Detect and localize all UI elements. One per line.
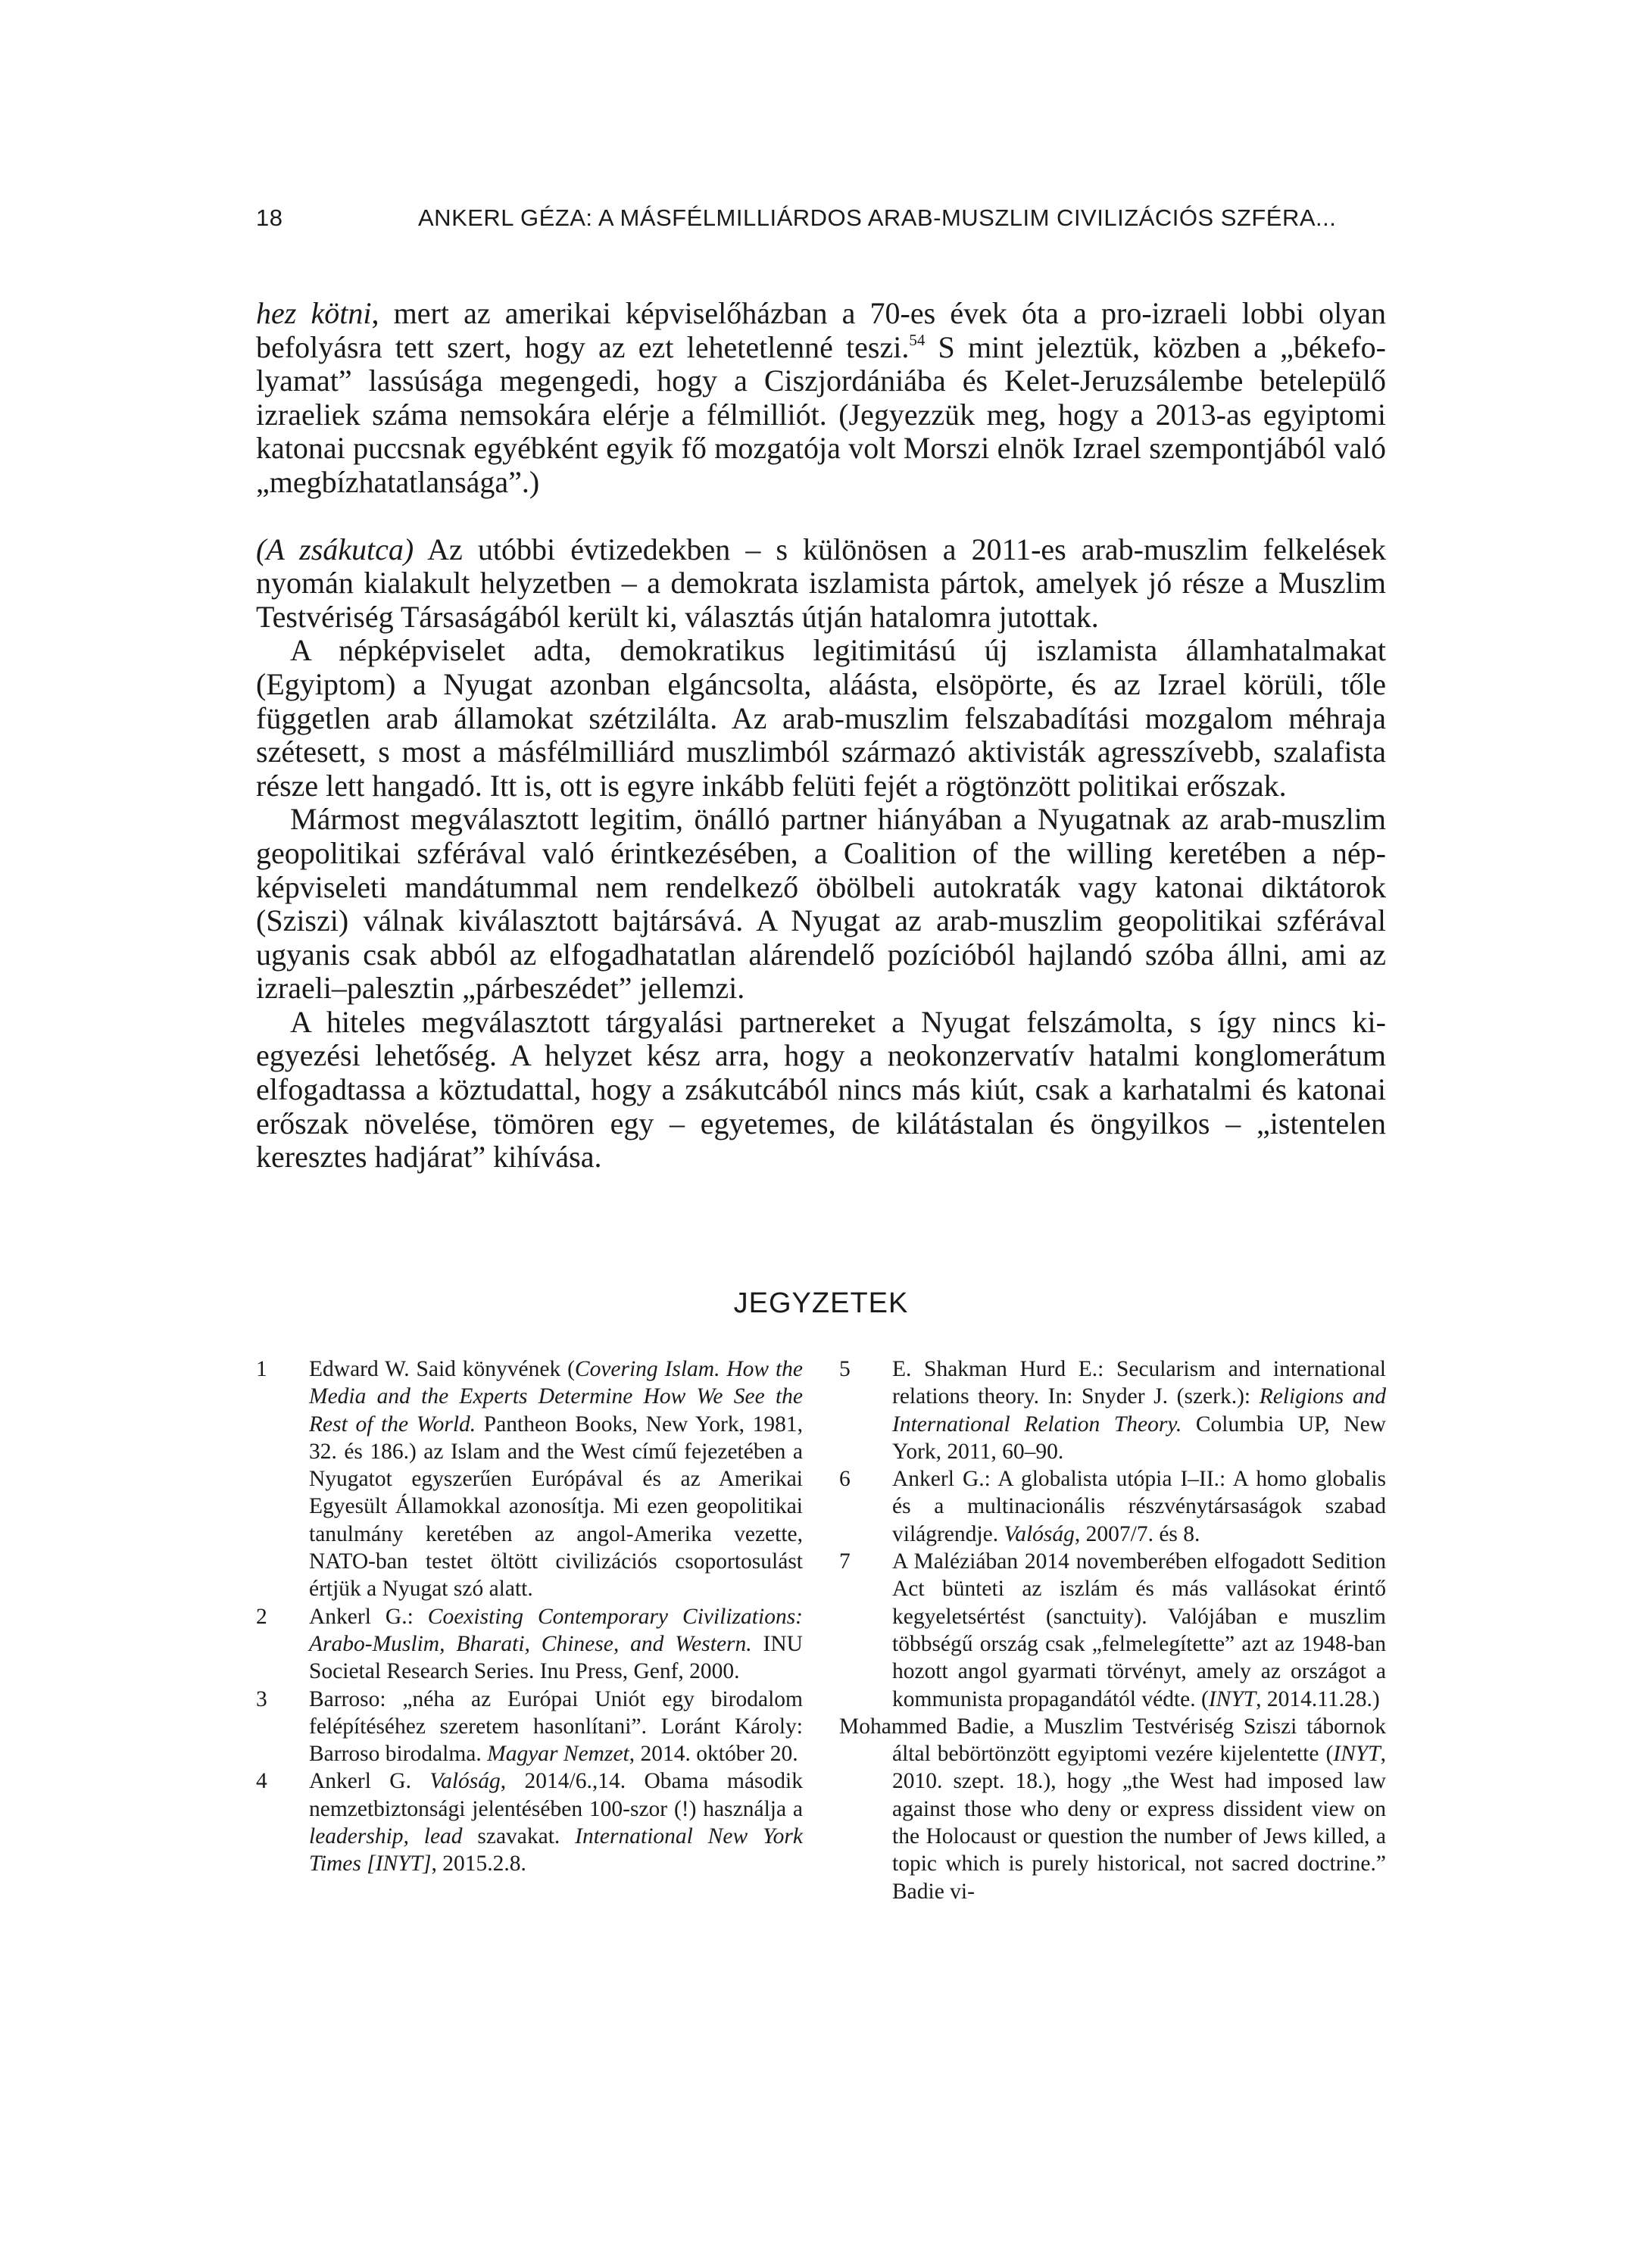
- footnote-number: 2: [256, 1604, 267, 1629]
- main-text: [256, 297, 1386, 1175]
- paragraph-3: A népképviselet adta, demokratikus legitimitású új iszlamista államhatalmakat (Egyiptom) a Nyugat azonban elgáncsolta, aláásta, elsöpörte, és az Izrael körüli, tőle független arab államokat szétzilálta. Az arab-muszlim felszabadítási mozgalom méhraja szétesett, s most a másfélmilliárd muszlimból származó aktivisták agresszívebb, szalafista része lett hangadó. Itt is, ott is egyre inkább felüti fejét a rögtönzött politikai erőszak.: [256, 633, 1386, 803]
- paragraph-1: [256, 297, 1386, 500]
- paragraph-5: A hiteles megválasztott tárgyalási partnereket a Nyugat felszámolta, s így nincs kiegyezési lehetőség. A helyzet kész arra, hogy a neokonzervatív hatalmi konglomerátum elfogadtassa a köztudattal, hogy a zsákutcából nincs más kiút, csak a karhatalmi és katonai erőszak növelése, tömören egy – egyetemes, de kilátástalan és öngyilkos – „istentelen keresztes hadjárat” kihívása.: [256, 1004, 1386, 1175]
- footnote-text: Pantheon Books, New York, 1981, 32. és 186.) az Islam and the West című fejezetében a Nyugatot egyszerűen Európával és az Amerikai Egyesült Államokkal azonosítja. Mi ezen geopolitikai tanulmány keretében az angol-Amerika vezette, NATO-ban testet öltött civilizációs csoportosulást értjük a Nyugat szó alatt.: [309, 1412, 803, 1602]
- footnote-number: 5: [839, 1357, 851, 1381]
- footnote-text: Ankerl G.: A globalista utópia I–II.: A homo globalis és a multinacionális részvénytársaságok szabad világrendje.: [892, 1467, 1386, 1546]
- footnotes-column-left: [256, 1355, 803, 1878]
- footnote-italic: INYT: [1208, 1686, 1256, 1711]
- footnote-3: [256, 1686, 803, 1768]
- footnote-text: , 2015.2.8.: [431, 1852, 526, 1876]
- footnote-text: , 2014. október 20.: [629, 1742, 798, 1767]
- footnote-text: , 2014.11.28.): [1256, 1686, 1380, 1711]
- paragraph-1-text-a: , mert az amerikai képviselőházban a 70-es évek óta a pro-izraeli lobbi olyan befolyásra tett szert, hogy az ezt lehetetlenné teszi.: [256, 296, 1386, 364]
- footnote-text: A Maléziában 2014 novemberében elfogadott Sedition Act bünteti az iszlám és más vallásokat érintő kegyeletsértést (sanctuity). Valójában e muszlim többségű ország csak „felmelegítette” azt az 1948-ban hozott angol gyarmati törvényt, amely az országot a kommunista propagandától védte. (: [892, 1549, 1386, 1711]
- footnote-italic: International New York Times [INYT]: [309, 1824, 803, 1876]
- footnote-ref-54[interactable]: 54: [909, 330, 926, 349]
- footnote-italic: Magyar Nemzet: [487, 1742, 629, 1767]
- footnotes: [256, 1355, 1386, 1961]
- footnote-number: 1: [256, 1357, 267, 1381]
- footnote-text: , 2010. szept. 18.), hogy „the West had imposed law against those who deny or express dissident view on the Holocaust or question the number of Jews killed, a topic which is purely historical, not sacred doctrine.” Badie vi-: [892, 1742, 1386, 1904]
- footnote-number: 3: [256, 1686, 267, 1711]
- page-number: 18: [256, 204, 283, 231]
- footnote-text: szavakat.: [462, 1824, 576, 1849]
- footnotes-column-right: [839, 1355, 1386, 1905]
- footnote-text: , 2014/6.,14. Obama második nemzetbiztonsági jelentésében 100-szor (!) használja a: [309, 1769, 803, 1821]
- footnote-italic: Valóság: [429, 1769, 501, 1794]
- footnote-text: Columbia UP, New York, 2011, 60–90.: [892, 1412, 1386, 1464]
- paragraph-2-text: Az utóbbi évtizedekben – s különösen a 2011-es arab-muszlim felkelések nyomán kialakult helyzetben – a demokrata iszlamista pártok, amelyek jó része a Muszlim Testvériség Társaságából került ki, választás útján hatalomra jutottak.: [256, 532, 1387, 634]
- paragraph-2: [256, 533, 1386, 635]
- footnote-italic: leadership, lead: [309, 1824, 463, 1849]
- footnote-italic: Coexisting Contemporary Civilizations: Arabo-Muslim, Bharati, Chinese, and Western.: [309, 1604, 803, 1656]
- footnote-1: [256, 1355, 803, 1603]
- footnote-text: E. Shakman Hurd E.: Secularism and international relations theory. In: Snyder J. (szerk.):: [892, 1357, 1386, 1409]
- footnote-italic: Valóság: [1004, 1521, 1075, 1546]
- footnote-italic: Religions and International Relation Theory.: [892, 1384, 1386, 1437]
- footnote-text: INU Societal Research Series. Inu Press, Genf, 2000.: [309, 1631, 803, 1684]
- running-header: [256, 204, 1386, 235]
- footnote-text: Ankerl G.:: [309, 1604, 428, 1629]
- footnote-text: Edward W. Said könyvének (: [309, 1357, 575, 1381]
- footnote-text: , 2007/7. és 8.: [1074, 1521, 1200, 1546]
- footnote-text: Barroso: „néha az Európai Uniót egy birodalom felépítéséhez szeretem hasonlítani”. Loránt Károly: Barroso birodalma.: [309, 1686, 803, 1767]
- paragraph-4: Mármost megválasztott legitim, önálló partner hiányában a Nyugatnak az arab-muszlim geopolitikai szférával való érintkezésében, a Coalition of the willing keretében a népképviseleti mandátummal nem rendelkező öbölbeli autokraták vagy katonai diktátorok (Sziszi) válnak kiválasztott bajtársává. A Nyugat az arab-muszlim geopolitikai szférával ugyanis csak abból az elfogadhatatlan alárendelő pozícióból hajlandó szóba állni, ami az izraeli–palesztin „párbeszédet” jellemzi.: [256, 802, 1386, 1006]
- paragraph-1-italic: hez kötni: [256, 296, 372, 330]
- footnote-number: 4: [256, 1769, 267, 1794]
- footnote-italic: Covering Islam. How the Media and the Experts Determine How We See the Rest of the World.: [309, 1357, 803, 1437]
- footnote-5: [839, 1355, 1386, 1465]
- footnote-6: [839, 1465, 1386, 1548]
- footnote-7: [839, 1548, 1386, 1713]
- running-title: ANKERL GÉZA: A MÁSFÉLMILLIÁRDOS ARAB-MUSZLIM CIVILIZÁCIÓS SZFÉRA...: [418, 204, 1337, 231]
- footnote-number: 7: [839, 1549, 851, 1574]
- footnote-2: [256, 1603, 803, 1686]
- footnote-number: 6: [839, 1467, 851, 1492]
- paragraph-1-text-b: S mint jeleztük, közben a „békefolyamat” lassúsága megengedi, hogy a Ciszjordániába és Kelet-Jeruzsálembe betelepülő izraeliek száma nemsokára elérje a félmilliót. (Jegyezzük meg, hogy a 2013-as egyiptomi katonai puccsnak egyébként egyik fő mozgatója volt Morszi elnök Izrael szempontjából való „megbízhatatlansága”.): [256, 329, 1386, 499]
- footnote-7-continued: [839, 1713, 1386, 1905]
- section-label-zsakutca: (A zsákutca): [256, 532, 414, 566]
- footnote-text: Mohammed Badie, a Muszlim Testvériség Sziszi tábornok által bebörtönzött egyiptomi vezére kijelentette (: [839, 1714, 1386, 1767]
- footnote-4: [256, 1767, 803, 1877]
- footnote-italic: INYT: [1333, 1742, 1381, 1767]
- footnote-text: Ankerl G.: [309, 1769, 430, 1794]
- notes-heading: JEGYZETEK: [733, 1287, 909, 1319]
